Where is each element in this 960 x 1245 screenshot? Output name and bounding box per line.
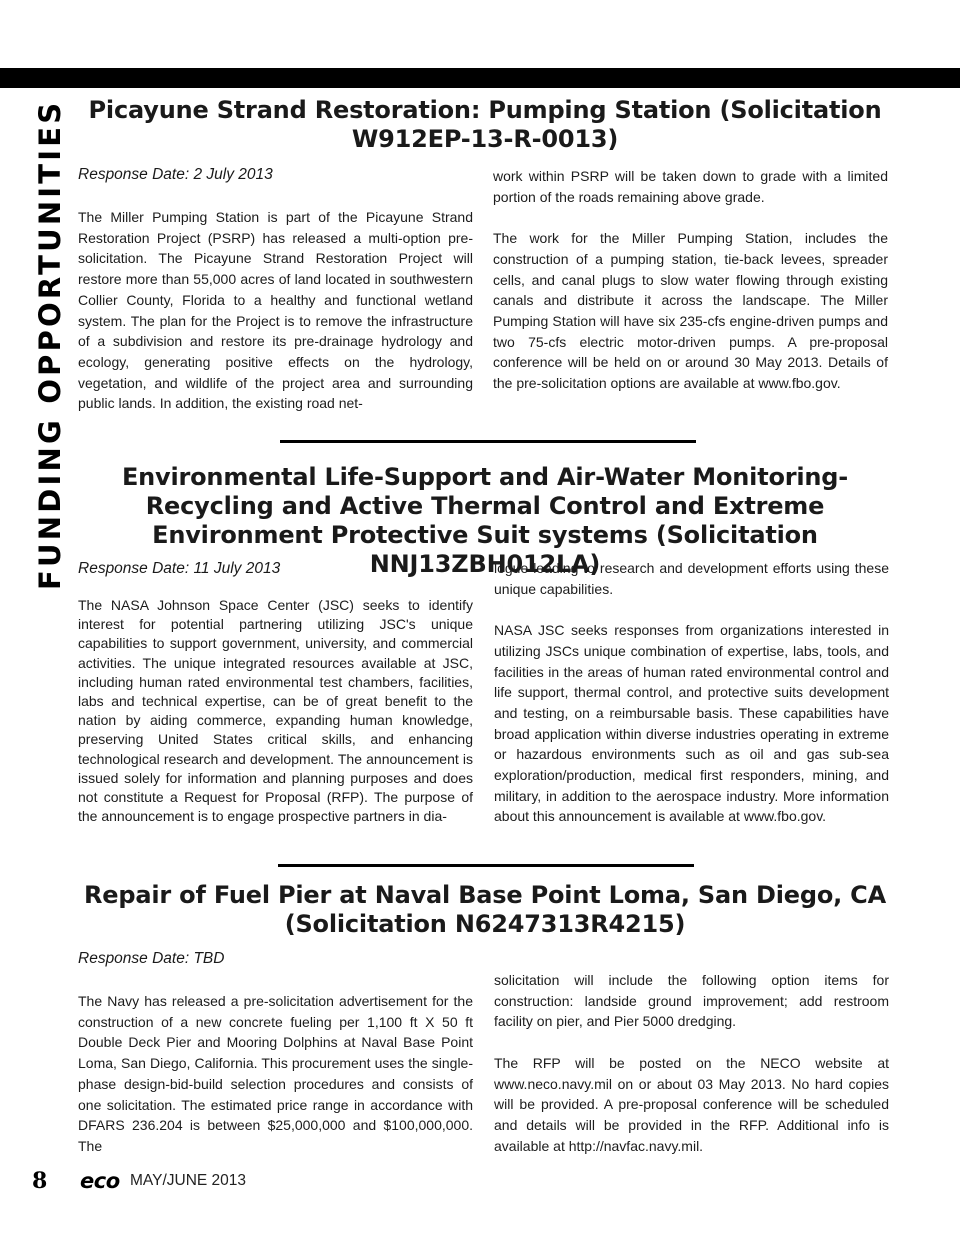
page-number: 8 (32, 1168, 48, 1194)
section-label: FUNDING OPPORTUNITIES (33, 99, 67, 590)
header-bar (0, 68, 960, 88)
article-2-response-date: Response Date: 11 July 2013 (78, 560, 281, 577)
article-2-right-paragraph: NASA JSC seeks responses from organizations interested in utilizing JSCs unique combination of expertise, labs, tools, and facilities in the areas of human rated environmental control and life support, thermal control, and protective suits development and testing, on a reimbursable basis. These capabilities have broad application within diverse industries operating in extreme or hazardous environments such as oil and gas sub-sea exploration/production, medical first responders, mining, and military, in addition to the aerospace industry. More information about this announcement is available at www.fbo.gov. (494, 622, 889, 825)
section-label-container (30, 30, 70, 590)
article-2-title: Environmental Life-Support and Air-Water Monitoring-Recycling and Active Thermal Control and Extreme Environment Protective Suit systems (Solicitation NNJ13ZBH012LA) (121, 463, 849, 578)
section-divider (278, 864, 694, 867)
article-2-right-column (494, 558, 889, 827)
article-3-response-date: Response Date: TBD (78, 950, 225, 967)
article-3-title: Repair of Fuel Pier at Naval Base Point Loma, San Diego, CA (Solicitation N6247313R4215) (84, 881, 886, 938)
article-1-title: Picayune Strand Restoration: Pumping Station (Solicitation W912EP-13-R-0013) (88, 96, 882, 153)
article-1-right-paragraph: work within PSRP will be taken down to grade with a limited portion of the roads remaining above grade. (493, 168, 888, 205)
article-2-left-column (78, 596, 473, 826)
article-3-right-paragraph: solicitation will include the following option items for construction: landside ground improvement; add restroom facility on pier, and Pier 5000 dredging. (494, 972, 889, 1030)
article-1-left-paragraph: The Miller Pumping Station is part of the Picayune Strand Restoration Project (PSRP) has released a multi-option pre-solicitation. The Picayune Strand Restoration Project will restore more than 55,000 acres of land located in southwestern Collier County, Florida to a healthy and functional wetland system. The plan for the Project is to remove the infrastructure of a subdivision and restore its pre-drainage hydrology and ecology, generating positive effects on the hydrology, vegetation, and wildlife of the project area and surrounding public lands. In addition, the existing road net- (78, 209, 473, 412)
article-3-left-column (78, 991, 473, 1157)
article-2-right-paragraph: logue leading to research and development efforts using these unique capabilities. (494, 560, 889, 597)
article-2-left-paragraph: The NASA Johnson Space Center (JSC) seeks to identify interest for potential partnering utilizing JSC's unique capabilities to support government, university, and commercial activities. The unique integrated resources available at JSC, including human rated environmental test chambers, facilities, labs and technical expertise, can be of great benefit to the nation by aiding commerce, expanding human knowledge, preserving United States critical skills, and enhancing technological research and development. The announcement is issued solely for information and planning purposes and does not constitute a Request for Proposal (RFP). The purpose of the announcement is to engage prospective partners in dia- (78, 597, 473, 825)
article-1-left-column (78, 207, 473, 414)
article-1-right-paragraph: The work for the Miller Pumping Station, includes the construction of a pumping station, tie-back levees, spreader cells, and canal plugs to slow water flowing through existing canals and distribute it across the landscape. The Miller Pumping Station will have six 235-cfs engine-driven pumps and two 75-cfs electric motor-driven pumps. A pre-proposal conference will be held on or around 30 May 2013. Details of the pre-solicitation options are available at www.fbo.gov. (493, 230, 888, 392)
issue-date: MAY/JUNE 2013 (130, 1172, 247, 1189)
section-divider (280, 440, 696, 443)
article-3-left-paragraph: The Navy has released a pre-solicitation advertisement for the construction of a new concrete fueling per 1,100 ft X 50 ft Double Deck Pier and Mooring Dolphins at Naval Base Point Loma, San Diego, California. This procurement uses the single-phase design-bid-build selection procedures and consists of one solicitation. The estimated price range in accordance with DFARS 236.204 is between $25,000,000 and $100,000,000. The (78, 993, 473, 1154)
magazine-logo: eco (80, 1169, 120, 1193)
article-1-right-column (493, 166, 888, 394)
article-3-right-paragraph: The RFP will be posted on the NECO website at www.neco.navy.mil on or about 03 May 2013. No hard copies will be provided. A pre-proposal conference will be scheduled and details will be provided in the RFP. Additional info is available at http://navfac.navy.mil. (494, 1054, 889, 1154)
article-1-response-date: Response Date: 2 July 2013 (78, 166, 273, 183)
article-3-right-column (494, 970, 889, 1156)
